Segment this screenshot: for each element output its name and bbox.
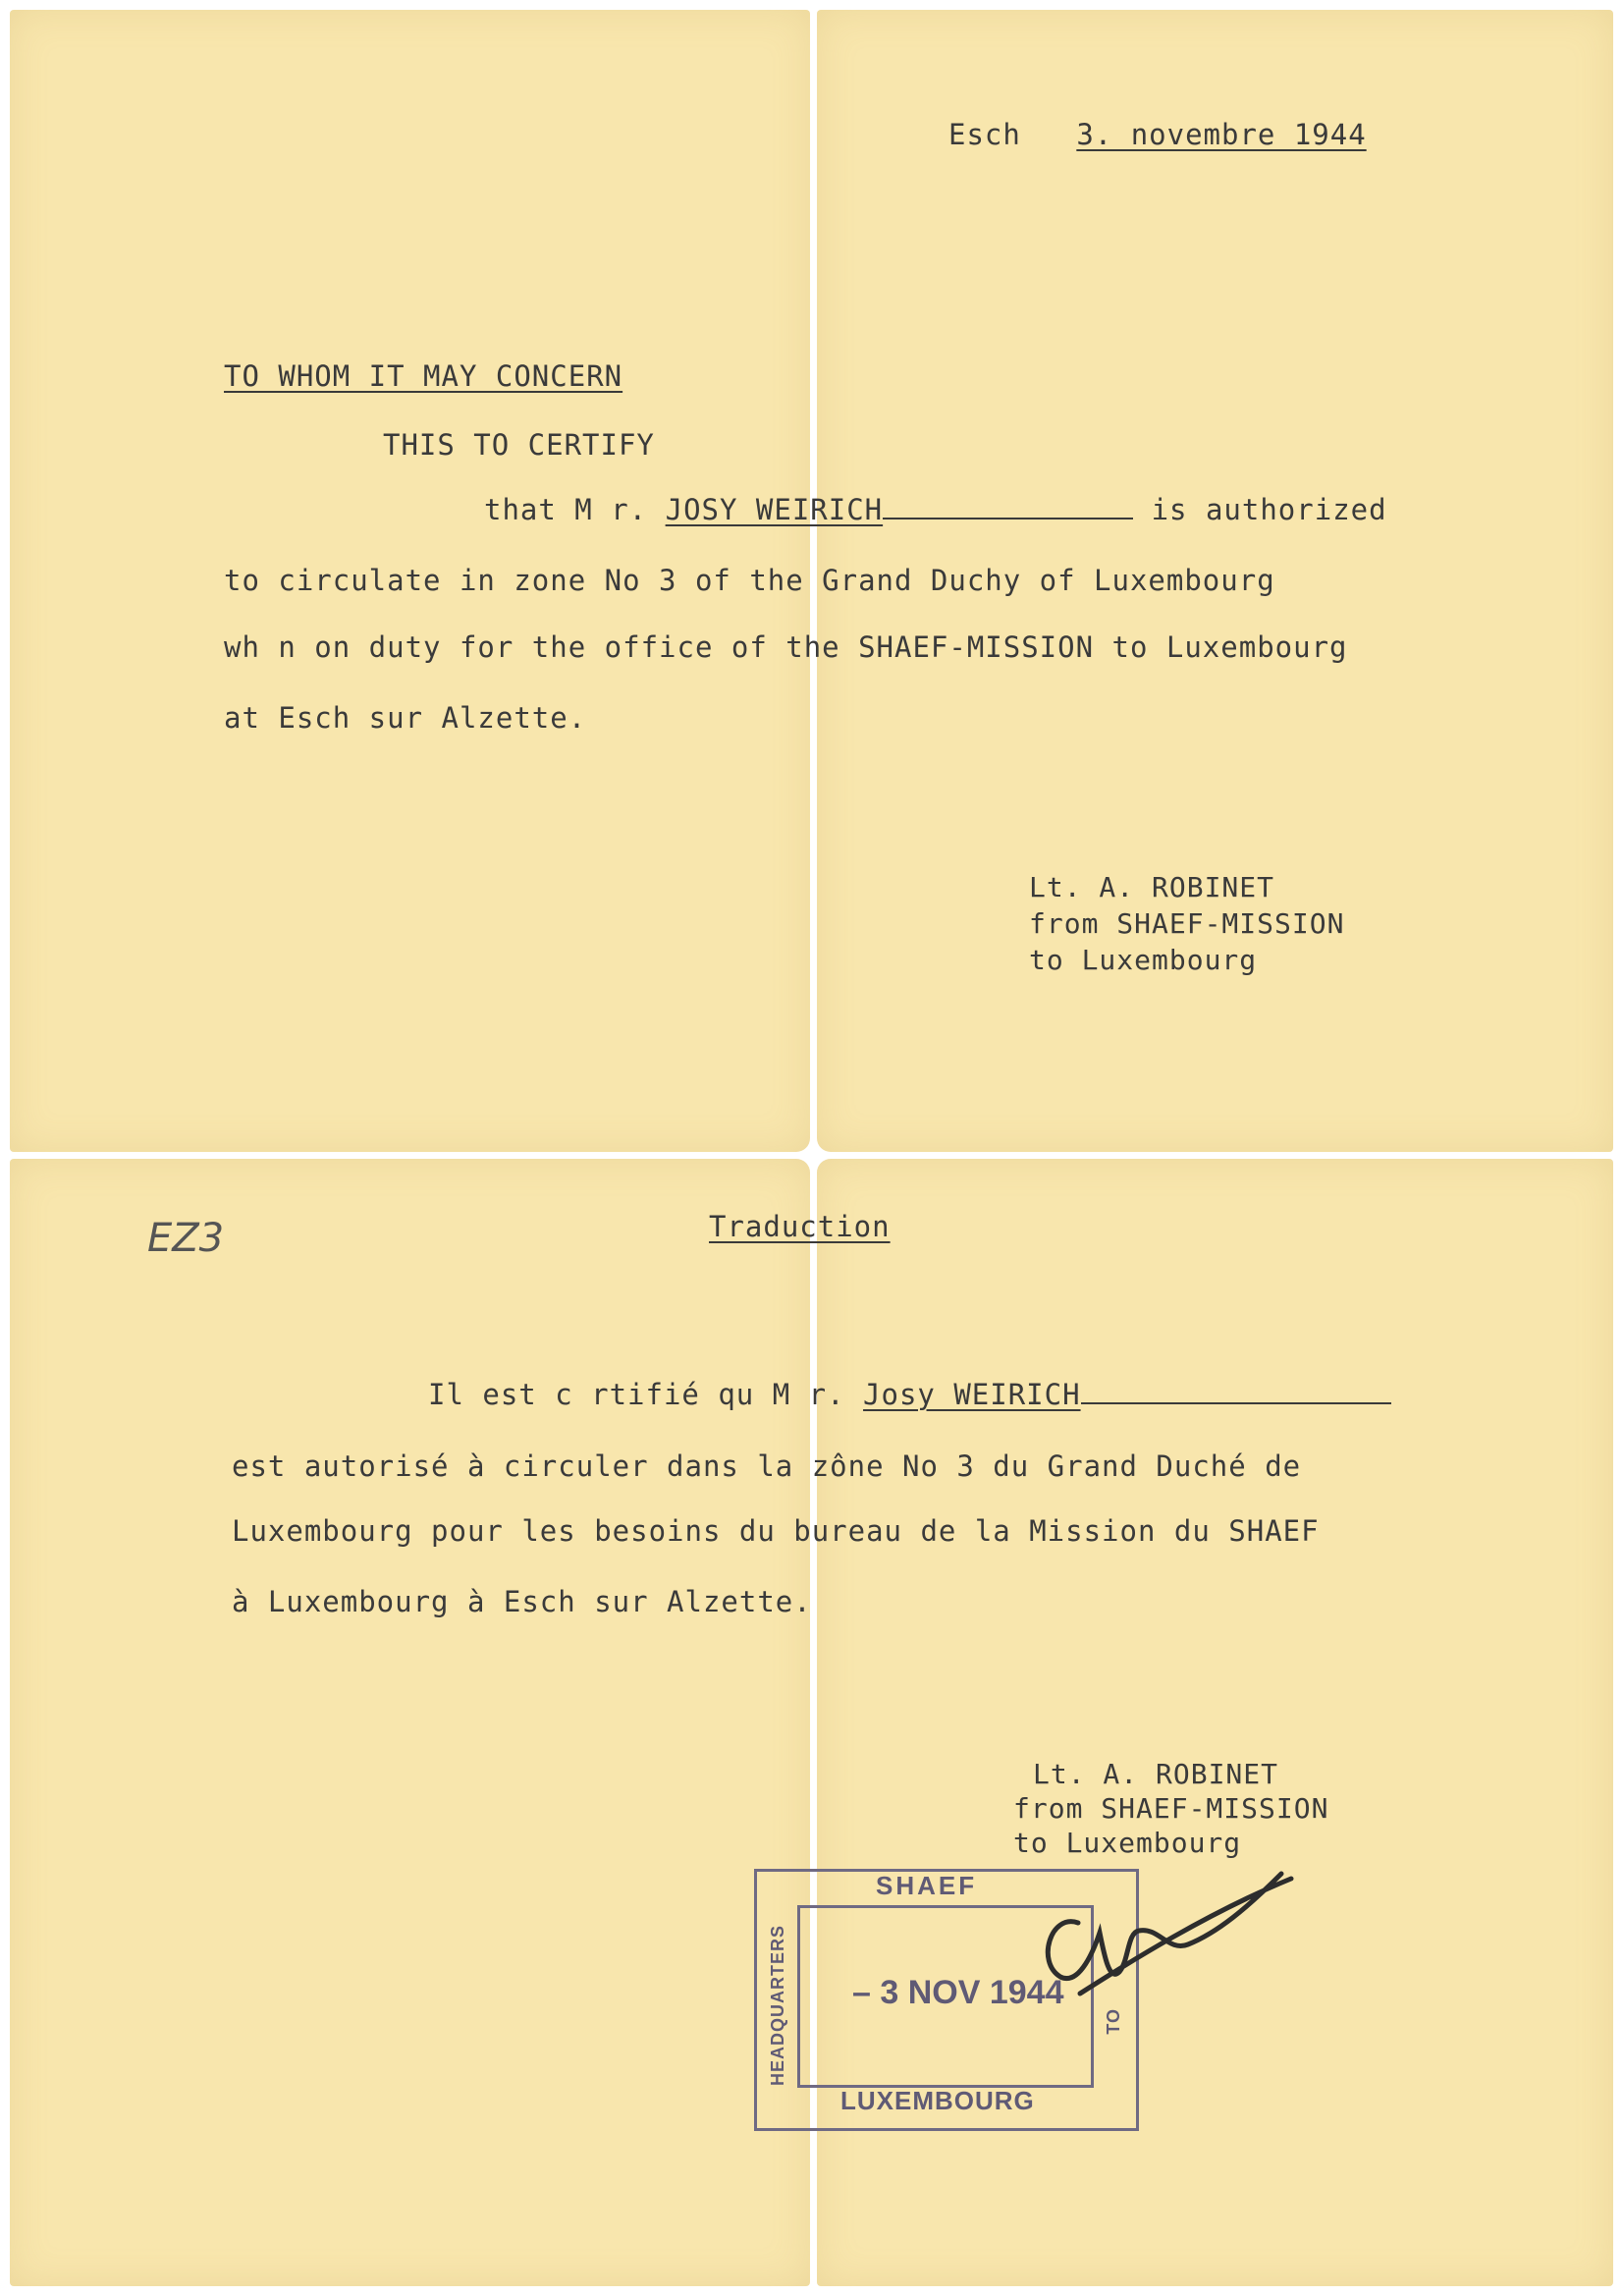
french-signature-line-3: to Luxembourg [1013, 1827, 1242, 1859]
english-line-2: to circulate in zone No 3 of the Grand Duchy of Luxembourg [224, 564, 1275, 597]
english-name-blank [883, 494, 1133, 519]
french-line-3: Luxembourg pour les besoins du bureau de la Mission du SHAEF [232, 1514, 1320, 1548]
english-signature-line-2: from SHAEF-MISSION [1029, 907, 1345, 940]
english-signature-line-3: to Luxembourg [1029, 944, 1258, 976]
french-signature-line-2: from SHAEF-MISSION [1013, 1792, 1329, 1825]
french-line-1-prefix: Il est c rtifié qu M r. [428, 1378, 845, 1411]
date-place: Esch [948, 118, 1021, 151]
handwritten-signature [1021, 1854, 1296, 2050]
stamp-bottom-text: LUXEMBOURG [840, 2086, 1035, 2115]
french-name-blank [1081, 1379, 1391, 1404]
english-line-1-suffix: is authorized [1151, 493, 1387, 526]
english-name: JOSY WEIRICH [665, 493, 884, 526]
english-heading: TO WHOM IT MAY CONCERN [224, 359, 623, 393]
english-line-1 [484, 493, 1387, 526]
english-signature-line-1: Lt. A. ROBINET [1029, 871, 1275, 903]
stamp-date-value: 3 NOV 1944 [880, 1974, 1064, 2011]
french-line-4: à Luxembourg à Esch sur Alzette. [232, 1585, 812, 1618]
french-heading: Traduction [709, 1210, 891, 1243]
date-line [948, 118, 1386, 151]
french-line-2: est autorisé à circuler dans la zône No 3 du Grand Duché de [232, 1449, 1302, 1483]
date-value: 3. novembre 1944 [1076, 118, 1367, 151]
english-line-1-prefix: that M r. [484, 493, 648, 526]
french-signature-line-1: Lt. A. ROBINET [1033, 1758, 1279, 1790]
handwritten-note: EZ3 [147, 1216, 225, 1261]
stamp-top-text: SHAEF [876, 1871, 978, 1900]
english-line-4: at Esch sur Alzette. [224, 701, 587, 735]
stamp-date: – 3 NOV 1944 [852, 1974, 1064, 2011]
stamp-left-text: HEADQUARTERS [768, 1925, 787, 2087]
stamp-right-text: TO [1104, 2008, 1123, 2035]
paper-panel-bottom-left [10, 1159, 810, 2286]
english-line-3: wh n on duty for the office of the SHAEF-MISSION to Luxembourg [224, 630, 1348, 664]
french-line-1 [428, 1378, 1391, 1411]
french-name: Josy WEIRICH [863, 1378, 1081, 1411]
english-certify: THIS TO CERTIFY [383, 428, 655, 462]
